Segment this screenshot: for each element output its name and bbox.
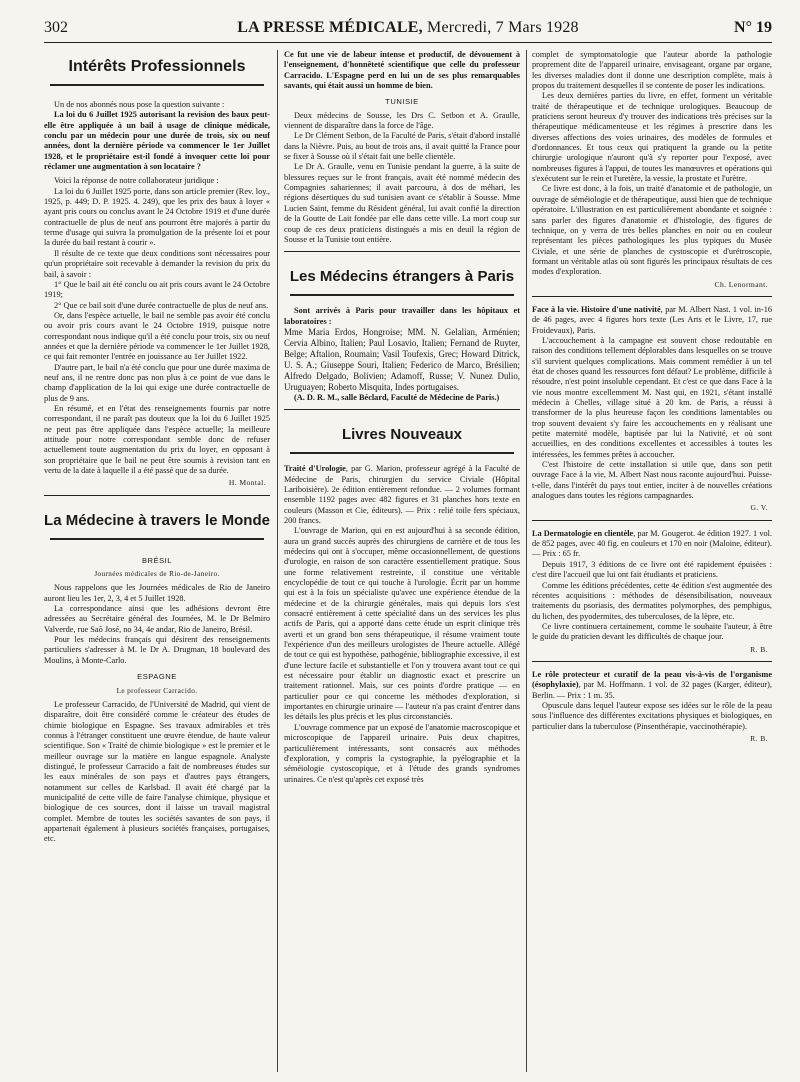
signature: R. B. <box>750 733 768 743</box>
book-title: La Dermatologie en clientèle <box>532 528 634 538</box>
paragraph: Voici la réponse de notre collaborateur juridique : <box>54 176 219 186</box>
paragraph: 1° Que le bail ait été conclu ou ait pris cours avant le 24 Octobre 1919; <box>44 279 270 300</box>
paragraph: C'est l'histoire de cette installation si utile que, dans son petit ouvrage Face à la vie, M. Albert Nast nous raconte aujourd'hui. Puisse-t-elle, dans l'intérêt du pays tout entier, inciter à de nouvelles créations analogues dans toutes les régions campagnardes. <box>532 460 772 501</box>
column-divider <box>277 50 278 1072</box>
section-title-medecins-etrangers: Les Médecins étrangers à Paris <box>289 268 515 286</box>
section-rule <box>532 661 772 662</box>
signature: Ch. Lenormant. <box>714 279 768 289</box>
book-entry <box>532 670 772 701</box>
paragraph: L'ouvrage de Marion, qui en est aujourd'hui à sa seconde édition, aura un grand succès auprès des chirurgiens de carrière et de tous les médecins qui ont à s'occuper, même occasionnellement, de questions d'urologie, en raison de son caractère essentiellement pratique. Sous une forme relativement restreinte, il constitue une véritable encyclopédie de tout ce qui touche à l'urologie. Écrit par un homme qui est à la fois un spécialiste qu'avec une expérience étendue de la médecine et de la chirurgie générales, mais qui depuis lors s'est consacré entièrement à cette spécialité dans un des services les plus actifs de Paris, qui a apporté dans cette étude un esprit clinique très averti et un grand bon sens thérapeutique, il résume vraiment toute l'expérience d'un des meilleurs urologistes de l'heure actuelle. Allégé de tout ce qui est hypothèse, pathogénie, bibliographie excessive, il est d'une lecture facile et substantielle et l'on y trouvera avant tout ce qui est nécessaire pour établir un diagnostic exact et prescrire un traitement rationnel. Mais, sur ces points d'ordre pratique — en particulier pour ce qui concerne les méthodes d'exploration, si importantes en chirurgie urinaire — l'auteur n'a pas craint d'entrer dans les détails les plus précis et les plus circonstanciés. <box>284 526 520 722</box>
country-heading-tunisie: TUNISIE <box>385 97 419 107</box>
paragraph: D'autre part, le bail n'a été conclu que pour une durée maxima de neuf ans, il ne rentre donc pas non plus à ce point de vue dans le champ d'application de la loi qui exige une durée contractuelle de plus de 9 ans. <box>44 362 270 403</box>
title-rule <box>50 84 264 86</box>
paragraph: Ce livre continuera certainement, comme le souhaite l'auteur, à être le guide du praticien devant les difficultés de chaque jour. <box>532 621 772 642</box>
paragraph: Il résulte de ce texte que deux conditions sont nécessaires pour qu'un propriétaire soit recevable à demander la revision du prix du bail, à savoir : <box>44 248 270 279</box>
section-rule <box>44 495 270 496</box>
paragraph: La correspondance ainsi que les adhésions devront être adressées au Secrétaire général des Journées, M. le Dr Belmiro Valverde, rue Saõ José, no 34, 4e andar, Rio de Janeiro, Brésil. <box>44 604 270 634</box>
book-entry <box>532 529 772 560</box>
country-heading-bresil: BRÉSIL <box>141 555 172 565</box>
paragraph: complet de symptomatologie que l'auteur aborde la pathologie proprement dite de l'appareil urinaire, envisageant, organe par organe, les diverses maladies dont il donne une description complète, mais à propos du traitement desquelles il se contente de poser les indications. <box>532 50 772 91</box>
book-title: Le rôle protecteur et curatif de la peau vis-à-vis de l'organisme (ésophylaxie) <box>532 669 772 690</box>
section-rule <box>284 409 520 410</box>
section-rule <box>532 296 772 297</box>
book-title: Traité d'Urologie <box>284 464 346 474</box>
title-rule <box>50 538 264 540</box>
section-rule <box>284 251 520 252</box>
signature: H. Montal. <box>228 478 266 488</box>
paragraph: Ce fut une vie de labeur intense et productif, de dévouement à l'enseignement, d'honnêteté scientifique que celle du professeur Carracido. L'Espagne perd en lui un de ses plus remarquables savants, qui était aussi un homme de bien. <box>284 50 520 91</box>
page-number: 302 <box>44 19 68 36</box>
section-rule <box>532 520 772 521</box>
book-reference: , par M. Albert Nast. 1 vol. in-16 de 46 pages, avec 4 figures hors texte (Les Arts et le Livre, 17, rue Froidevaux), Paris. <box>532 304 772 335</box>
paragraph: Depuis 1917, 3 éditions de ce livre ont été rapidement épuisées : c'est dire l'accueil que lui ont fait étudiants et praticiens. <box>532 559 772 580</box>
paragraph: En résumé, et en l'état des renseignements fournis par notre correspondant, il ne paraît pas douteux que la loi du 6 Juillet 1925 ne peut pas être appliquée dans l'espèce actuelle; la meilleure attitude pour notre correspondant semble donc de refuser actuellement toute augmentation du prix du loyer, en opposant à son propriétaire que le bail ne peut être soumis à revision tant en vertu de la date à laquelle il a été passé que de sa durée. <box>44 403 270 476</box>
paragraph: Les deux dernières parties du livre, en effet, forment un véritable traité de thérapeutique et de technique urologiques. Beaucoup de praticiens seront heureux d'y trouver des indications très précises sur la thérapeutique médicamenteuse et les régimes à prescrire dans les diverses affections des voies urinaires, des modèles de formules et d'ordonnances. Et tous ceux qui pratiquent la grande ou la petite chirurgie urologique n'auront qu'à s'y reporter pour l'exposé, avec nombreuses figures à l'appui, de toutes les manœuvres et opérations qui s'exécutent sur le rein et l'uretère, la vessie, la prostate et l'urètre. <box>532 91 772 184</box>
paragraph-question: La loi du 6 Juillet 1925 autorisant la revision des baux peut-elle être appliquée à un bail à usage de clinique médicale, conclu par un médecin pour une durée de trois, six ou neuf années, dont la dernière période va commencer le 1er Juillet 1928, et le propriétaire est-il fondé à invoquer cette loi pour réclamer une augmentation à son locataire ? <box>44 110 270 172</box>
column-divider <box>526 50 527 1072</box>
book-reference: , par M. Gougerot. 4e édition 1927. 1 vol. de 852 pages, avec 40 fig. en couleurs et 170 en noir (Maloine, éditeur). — Prix : 65 fr. <box>532 528 772 559</box>
column-left <box>44 50 270 1072</box>
signature: R. B. <box>750 644 768 654</box>
paragraph: 2° Que ce bail soit d'une durée contractuelle de plus de neuf ans. <box>54 300 269 310</box>
paragraph: Ce livre est donc, à la fois, un traité d'anatomie et de pathologie, un ouvrage de séméiologie et de thérapeutique, aussi bien que de technique opératoire. L'illustration en est particulièrement abondante et soignée : sans parler des figures d'anatomie et d'histologie, des figures de technique, on y verra de très belles planches en noir ou en couleur représentant les pièces pathologiques les plus typiques du Musée Civiale, et une série de planches de cystoscopie et d'urétroscopie, formant un véritable atlas où sont figurés les principaux résultats de ces modes d'exploration. <box>532 184 772 277</box>
country-heading-espagne: ESPAGNE <box>137 672 177 682</box>
paragraph: Un de nos abonnés nous pose la question suivante : <box>54 100 225 109</box>
paragraph: Sont arrivés à Paris pour travailler dans les hôpitaux et laboratoires : <box>284 306 520 326</box>
paragraph: (A. D. R. M., salle Béclard, Faculté de Médecine de Paris.) <box>294 392 500 402</box>
paragraph: Deux médecins de Sousse, les Drs C. Setbon et A. Graulle, viennent de disparaître dans la force de l'âge. <box>284 110 520 131</box>
paragraph: La loi du 6 Juillet 1925 porte, dans son article premier (Rev. loy., 1925, p. 449; D. P. 1925. 4. 249), que les prix des baux à loyer « ayant pris cours ou conclus avant le 24 Octobre 1919 et d'une durée contractuelle de plus de neuf ans pourront être majorés à partir du terme d'usage qui suivra la promulgation de la présente loi et pour la durée du bail restant à courir ». <box>44 186 270 248</box>
journal-masthead <box>44 18 772 38</box>
signature: G. V. <box>750 503 768 513</box>
journal-title: LA PRESSE MÉDICALE, <box>237 19 423 36</box>
section-title-livres-nouveaux: Livres Nouveaux <box>341 426 463 444</box>
book-title: Face à la vie. Histoire d'une nativité <box>532 304 661 314</box>
issue-date: Mercredi, 7 Mars 1928 <box>422 19 579 36</box>
issue-number: N° 19 <box>734 19 772 36</box>
subheading: Le professeur Carracido. <box>116 686 198 695</box>
paragraph: Le Dr A. Graulle, venu en Tunisie pendant la guerre, à la suite de blessures reçues sur le front français, avait été nommé médecin des Compagnies sahariennes; il avait parcouru, à dos de méhari, les régions désertiques du sud tunisien avant ce s'établir à Sousse. Mme Lucien Saint, femme du Résident général, lui avait confié la direction de la Goutte de Lait fondée par elle dans cette ville. La mort coup sur coup de ces deux praticiens distingués a mis en deuil la région de Sousse et la Tunisie tout entière. <box>284 162 520 244</box>
book-entry <box>284 464 520 526</box>
paragraph-names: Mme Maria Erdos, Hongroise; MM. N. Gelalian, Arménien; Cervia Albino, Italien; Paul Losavio, Italien; Fernand de Ruyter, Belge; Aftalion, Roumain; Vasil Toufexis, Grec; Howard Ditrick, U. S. A.; Giuseppe Souri, Italien; Federico de Marco, Brésilien; Alfredo Delgado, Bolivien; Adamoff, Russe; V. Nunez Dulio, Uruguayen; Roberto Misquita, Indes portugaises. <box>284 326 520 392</box>
paragraph: Or, dans l'espèce actuelle, le bail ne semble pas avoir été conclu ou avoir pris cours avant le 24 Octobre 1919, puisque notre correspondant nous indique qu'il a été conclu pour trois, six ou neuf années et que la dernière période va commencer le 1er Juillet 1928, ce qui fait remonter l'entrée en jouissance au 1er Juillet 1922. <box>44 310 270 362</box>
title-rule <box>290 452 514 454</box>
column-middle <box>284 50 520 1072</box>
paragraph: Comme les éditions précédentes, cette 4e édition s'est augmentée des récentes acquisitions : méthodes de désensibilisation, nouveaux traitements du psoriasis, des dermatites polymorphes, des pemphigus, du lichen, des pyodermites, des tuberculoses, de la lèpre, etc. <box>532 580 772 621</box>
title-rule <box>290 294 514 296</box>
paragraph: Le Dr Clément Setbon, de la Faculté de Paris, s'était d'abord installé dans la Nièvre. Puis, au bout de trois ans, il avait quitté la France pour se fixer à Sousse où il s'était fait une belle clientèle. <box>284 131 520 162</box>
paragraph: Nous rappelons que les Journées médicales de Rio de Janeiro auront lieu les 1er, 2, 3, 4 et 5 Juillet 1928. <box>44 583 270 603</box>
column-right <box>532 50 772 1072</box>
paragraph: L'ouvrage commence par un exposé de l'anatomie macroscopique et microscopique de l'appareil urinaire. Puis deux chapitres, particulièrement intéressants, sont consacrés aux méthodes d'exploration, y compris la cystographie, la pyélographie et la séméiologie cystoscopique, et à l'étude des grands syndromes urinaires. Ce n'est qu'après cet exposé très <box>284 722 520 784</box>
paragraph: Le professeur Carracido, de l'Université de Madrid, qui vient de disparaître, doit être considéré comme le créateur des études de chimie biologique en Espagne. Ses travaux admirables et très connus à l'étranger constituent une œuvre étendue, de haute valeur scientifique. Son « Traité de chimie biologique » est le premier et le meilleur ouvrage sur la matière en langue espagnole. Analyste distingué, le professeur Carracido a fait de nombreuses études sur les eaux minérales de son pays et d'autres pays étrangers, notamment sur celles de Karlsbad. Il avait été chargé par la municipalité de cette ville de faire l'analyse chimique, physique et biologique de ces sources, dont il laisse un travail magistral complet. Membre de toutes les sociétés savantes de son pays, il appartenait également à plusieurs sociétés françaises, portugaises, etc. <box>44 699 270 844</box>
section-title-medecine-monde: La Médecine à travers le Monde <box>44 511 270 529</box>
page-header <box>44 18 772 43</box>
paragraph: Opuscule dans lequel l'auteur expose ses idées sur le rôle de la peau sous l'influence des différentes excitations physiques et biologiques, en particulier dans la tuberculose (Pinsenthérapie, vaccinothérapie). <box>532 700 772 731</box>
book-reference: , par G. Marion, professeur agrégé à la Faculté de Médecine de Paris, chirurgien du service Civiale (Hôpital Lariboisière). 2e édition entièrement refondue. — 2 volumes formant ensemble 1192 pages avec 482 figures et 31 planches hors texte en couleurs (Masson et Cie, éditeurs). — Prix : relié toile fers spéciaux, 200 francs. <box>284 464 520 525</box>
book-reference: , par M. Hoffmann. 1 vol. de 32 pages (Karger, éditeur), Berlin. — Prix : 1 m. 35. <box>532 680 772 700</box>
book-entry <box>532 305 772 336</box>
paragraph: L'accouchement à la campagne est souvent chose redoutable en raison des conditions tellement déplorables dans lesquelles on se trouve s'il survient quelques complications. Mais comment remédier à un tel état de choses quand les ressources font défaut? Le problème, difficile à résoudre, n'est point insoluble cependant. Et c'est ce que dans Face à la vie nous montre excellemment M. Nast qui, en 1921, s'étant installé médecin à Chelles, village situé à 20 km. de Paris, a réussi à transformer de la plus heureuse façon les conditions lamentables ou trop souvent devaient s'y faire les accouchements en y réalisant une petite maternité modèle, baptisée par lui la Nativité, et où sont accueillies, en des conditions excellentes et accessibles à toutes les intéressées, les femmes prêtes à accoucher. <box>532 335 772 459</box>
paragraph: Pour les médecins français qui désirent des renseignements particuliers s'adresser à M. le Dr A. Drugman, 18 boulevard des Moulins, à Monte-Carlo. <box>44 635 270 665</box>
section-title-interets: Intérêts Professionnels <box>68 58 246 75</box>
subheading: Journées médicales de Rio-de-Janeiro. <box>94 570 220 579</box>
